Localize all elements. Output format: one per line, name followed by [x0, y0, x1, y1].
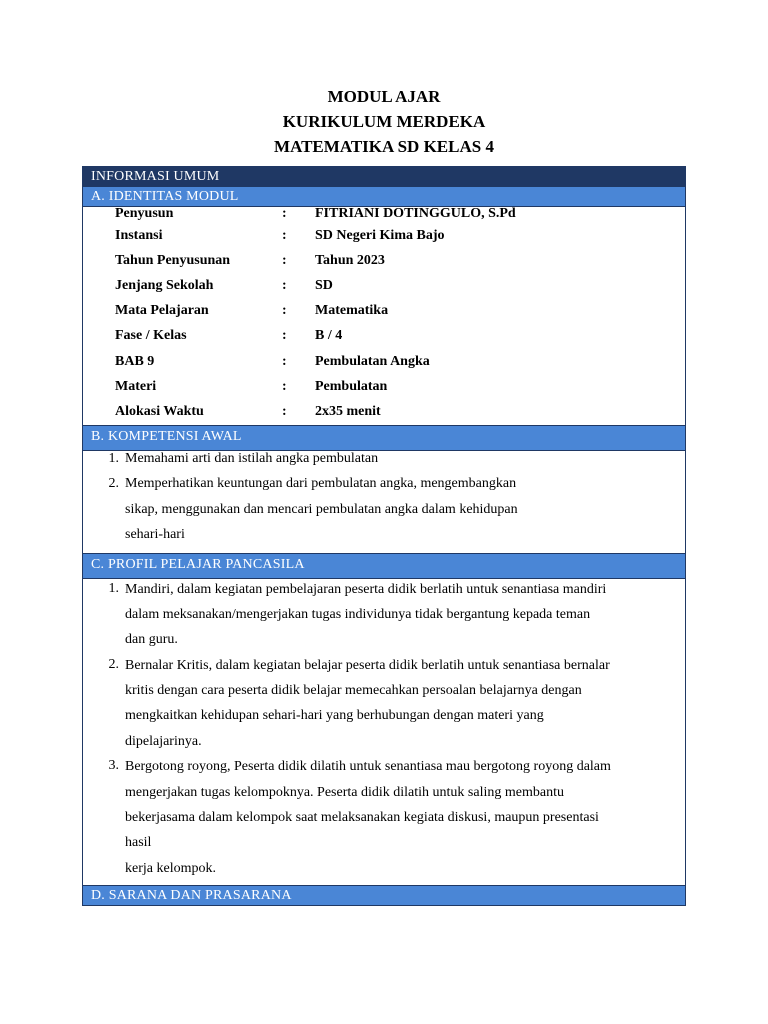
identity-colon: :: [282, 403, 287, 419]
identity-label: Fase / Kelas: [115, 328, 187, 344]
identity-colon: :: [282, 353, 287, 369]
identity-value: Pembulatan: [315, 378, 388, 394]
identity-label: Materi: [115, 378, 157, 394]
identity-colon: :: [282, 227, 287, 243]
identity-row: [83, 223, 685, 248]
list-item-number: 1.: [108, 580, 119, 596]
section-c-header: C. PROFIL PELAJAR PANCASILA: [83, 553, 685, 578]
identity-row: [83, 273, 685, 298]
list-item-number: 1.: [108, 450, 119, 466]
list-item-number: 2.: [108, 656, 119, 672]
list-item-line: mengkaitkan kehidupan sehari-hari yang berhubungan dengan materi yang: [125, 708, 544, 724]
identity-row: [83, 399, 685, 424]
list-item-line: Memperhatikan keuntungan dari pembulatan angka, mengembangkan: [125, 476, 517, 491]
list-item-line: kritis dengan cara peserta didik belajar memecahkan persoalan belajarnya dengan: [125, 683, 582, 699]
identity-row: [83, 206, 685, 223]
list-item-line: sehari-hari: [125, 527, 185, 542]
identity-row: [83, 248, 685, 273]
title-line-1: MODUL AJAR: [327, 87, 441, 106]
identity-label: Penyusun: [115, 206, 174, 221]
list-item-text: [119, 657, 685, 759]
list-item-line: Memahami arti dan istilah angka pembulatan: [125, 450, 379, 466]
identity-value: SD Negeri Kima Bajo: [315, 227, 445, 243]
kompetensi-awal-list: [83, 450, 685, 553]
identity-row: [83, 299, 685, 324]
title-line-3: MATEMATIKA SD KELAS 4: [274, 137, 494, 156]
list-item-text: [119, 581, 685, 657]
identity-row: [83, 349, 685, 374]
identity-value: 2x35 menit: [315, 403, 381, 419]
list-item: [83, 758, 685, 885]
list-item: [83, 581, 685, 657]
identity-label: Mata Pelajaran: [115, 303, 209, 319]
list-item-line: hasil: [125, 835, 152, 851]
identity-colon: :: [282, 206, 287, 221]
informasi-umum-header: INFORMASI UMUM: [83, 167, 685, 186]
list-item: [83, 451, 685, 477]
identity-colon: :: [282, 328, 287, 344]
identity-colon: :: [282, 277, 287, 293]
identitas-modul-list: [83, 206, 685, 425]
list-item-line: Bernalar Kritis, dalam kegiatan belajar peserta didik berlatih untuk senantiasa bernalar: [125, 657, 610, 673]
list-item-number: 3.: [108, 758, 119, 774]
list-item-line: sikap, menggunakan dan mencari pembulatan angka dalam kehidupan: [125, 501, 518, 517]
identity-label: Jenjang Sekolah: [115, 277, 214, 293]
list-item-line: dan guru.: [125, 632, 178, 648]
title-line-2: KURIKULUM MERDEKA: [282, 112, 486, 131]
identity-value: Matematika: [315, 303, 389, 319]
identity-label: Instansi: [115, 227, 163, 243]
list-item-line: kerja kelompok.: [125, 860, 216, 876]
list-item-line: dalam meksanakan/mengerjakan tugas individunya tidak bergantung kepada teman: [125, 606, 591, 622]
section-d-header: D. SARANA DAN PRASARANA: [83, 885, 685, 905]
identity-colon: :: [282, 303, 287, 319]
identity-label: BAB 9: [115, 353, 155, 369]
identity-colon: :: [282, 378, 287, 394]
list-item-line: Bergotong royong, Peserta didik dilatih untuk senantiasa mau bergotong royong dalam: [125, 759, 611, 775]
identity-label: Tahun Penyusunan: [115, 252, 231, 268]
list-item-text: [119, 758, 685, 885]
identity-colon: :: [282, 252, 287, 268]
identity-value: SD: [315, 277, 333, 293]
list-item-text: [119, 451, 685, 477]
identity-value: Pembulatan Angka: [315, 353, 430, 369]
list-item-line: dipelajarinya.: [125, 733, 202, 749]
section-a-header: A. IDENTITAS MODUL: [83, 186, 685, 206]
profil-pelajar-list: [83, 578, 685, 886]
identity-row: [83, 324, 685, 349]
list-item: [83, 476, 685, 553]
list-item-number: 2.: [108, 476, 119, 491]
identity-row: [83, 374, 685, 399]
identity-label: Alokasi Waktu: [115, 403, 204, 419]
list-item-line: bekerjasama dalam kelompok saat melaksanakan kegiata diskusi, maupun presentasi: [125, 810, 599, 826]
document-title: [0, 84, 768, 159]
identity-value: FITRIANI DOTINGGULO, S.Pd: [315, 206, 516, 221]
list-item-line: Mandiri, dalam kegiatan pembelajaran peserta didik berlatih untuk senantiasa mandiri: [125, 581, 607, 597]
list-item-line: mengerjakan tugas kelompoknya. Peserta didik dilatih untuk saling membantu: [125, 784, 564, 800]
section-b-header: B. KOMPETENSI AWAL: [83, 425, 685, 450]
identity-value: B / 4: [315, 328, 343, 344]
list-item-text: [119, 476, 685, 553]
module-table: [82, 166, 686, 906]
list-item: [83, 657, 685, 759]
identity-value: Tahun 2023: [315, 252, 385, 268]
